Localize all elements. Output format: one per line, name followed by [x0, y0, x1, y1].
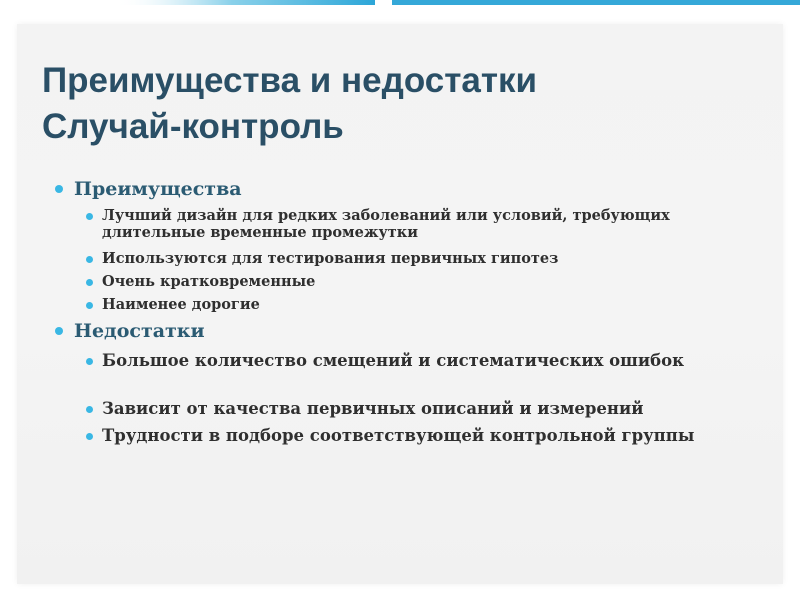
section-heading-disadvantages: [55, 320, 205, 342]
list-item-text: Зависит от качества первичных описаний и измерений: [102, 399, 644, 418]
list-item: [102, 398, 752, 419]
slide-title: [42, 58, 762, 150]
top-decorative-strip: [0, 0, 800, 7]
title-line-2: Случай-контроль: [42, 107, 344, 146]
list-item: [102, 425, 722, 446]
section-heading-text: Преимущества: [74, 178, 242, 200]
list-item-text: Очень кратковременные: [102, 273, 316, 290]
list-item-text: Лучший дизайн для редких заболеваний или условий, требующих длительные временные промежутки: [102, 207, 670, 241]
list-item: [102, 250, 722, 267]
bullet-dot-icon: [86, 213, 93, 220]
bullet-dot-icon: [86, 256, 93, 263]
section-heading-text: Недостатки: [74, 320, 205, 342]
decorative-strip-graphic: [0, 0, 800, 7]
title-line-1: Преимущества и недостатки: [42, 61, 538, 100]
list-item: [102, 207, 672, 241]
bullet-dot-icon: [55, 327, 63, 335]
bullet-dot-icon: [86, 279, 93, 286]
bullet-dot-icon: [55, 185, 63, 193]
bullet-dot-icon: [86, 358, 93, 365]
list-item-text: Трудности в подборе соответствующей контрольной группы: [102, 426, 695, 445]
list-item-text: Используются для тестирования первичных гипотез: [102, 250, 559, 267]
bullet-dot-icon: [86, 433, 93, 440]
list-item-text: Наименее дорогие: [102, 296, 260, 313]
bullet-dot-icon: [86, 302, 93, 309]
section-heading-advantages: [55, 178, 242, 200]
list-item-text: Большое количество смещений и систематических ошибок: [102, 351, 685, 370]
bullet-dot-icon: [86, 406, 93, 413]
list-item: [102, 296, 722, 313]
list-item: [102, 273, 722, 290]
list-item: [102, 350, 712, 371]
